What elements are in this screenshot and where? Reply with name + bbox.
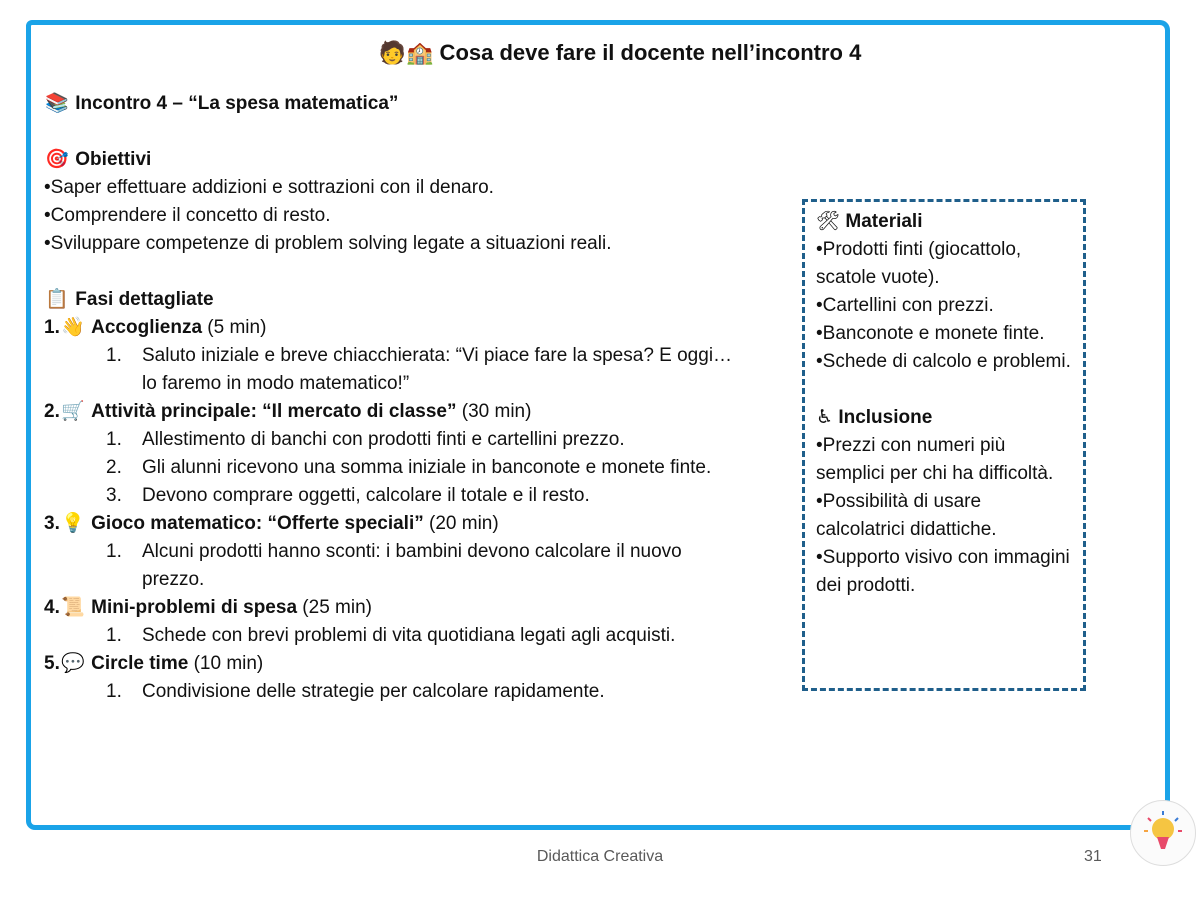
main-content: [44, 90, 744, 706]
objectives-heading: 🎯 Obiettivi: [44, 146, 744, 174]
phases-heading: 📋 Fasi dettagliate: [44, 286, 744, 314]
light-bulb-icon: 💡: [61, 513, 85, 534]
lightbulb-logo: [1130, 800, 1196, 866]
materials-item: •Prodotti finti (giocattolo, scatole vuote).: [816, 239, 1022, 288]
page-number: 31: [1084, 848, 1102, 865]
sub-step: 3. Devono comprare oggetti, calcolare il totale e il resto.: [106, 485, 590, 506]
speech-bubble-icon: 💬: [61, 653, 85, 674]
inclusion-item: •Prezzi con numeri più semplici per chi ha difficoltà.: [816, 435, 1054, 484]
books-icon: 📚: [45, 93, 69, 114]
phase-step: 2.🛒 Attività principale: “Il mercato di classe” (30 min): [44, 398, 744, 426]
waving-hand-icon: 👋: [61, 317, 85, 338]
wheelchair-icon: ♿: [816, 407, 834, 428]
materials-item: •Schede di calcolo e problemi.: [816, 351, 1071, 372]
phase-step: 5.💬 Circle time (10 min): [44, 650, 744, 678]
materials-item: •Cartellini con prezzi.: [816, 295, 994, 316]
target-icon: 🎯: [45, 149, 69, 170]
phase-step: 4.📜 Mini-problemi di spesa (25 min): [44, 594, 744, 622]
inclusion-item: •Possibilità di usare calcolatrici didattiche.: [816, 491, 997, 540]
shopping-cart-icon: 🛒: [61, 401, 85, 422]
meeting-heading: 📚 Incontro 4 – “La spesa matematica”: [44, 90, 744, 118]
objective-item: •Comprendere il concetto di resto.: [44, 205, 331, 226]
footer-label: Didattica Creativa: [536, 848, 664, 865]
inclusion-item: •Supporto visivo con immagini dei prodotti.: [816, 547, 1070, 596]
sub-step: 1. Allestimento di banchi con prodotti finti e cartellini prezzo.: [106, 429, 625, 450]
sub-step: 1. Alcuni prodotti hanno sconti: i bambini devono calcolare il nuovo prezzo.: [106, 541, 682, 590]
sub-step: 1. Schede con brevi problemi di vita quotidiana legati agli acquisti.: [106, 625, 676, 646]
objective-item: •Saper effettuare addizioni e sottrazioni con il denaro.: [44, 177, 494, 198]
slide-title: 🧑🏫 Cosa deve fare il docente nell’incontro 4: [378, 40, 862, 65]
clipboard-icon: 📋: [45, 289, 69, 310]
scroll-icon: 📜: [61, 597, 85, 618]
phase-step: 1.👋 Accoglienza (5 min): [44, 314, 744, 342]
tools-icon: 🛠: [816, 211, 841, 232]
objective-item: •Sviluppare competenze di problem solving legate a situazioni reali.: [44, 233, 612, 254]
sub-step: 1. Condivisione delle strategie per calcolare rapidamente.: [106, 681, 605, 702]
materials-item: •Banconote e monete finte.: [816, 323, 1045, 344]
sub-step: 1. Saluto iniziale e breve chiacchierata: “Vi piace fare la spesa? E oggi… lo faremo in modo matematico!”: [106, 345, 733, 394]
phase-step: 3.💡 Gioco matematico: “Offerte speciali” (20 min): [44, 510, 744, 538]
materials-heading: 🛠 Materiali: [816, 211, 923, 232]
materials-inclusion-box: [802, 199, 1086, 691]
inclusion-heading: ♿ Inclusione: [816, 407, 933, 428]
sub-step: 2. Gli alunni ricevono una somma iniziale in banconote e monete finte.: [106, 457, 712, 478]
